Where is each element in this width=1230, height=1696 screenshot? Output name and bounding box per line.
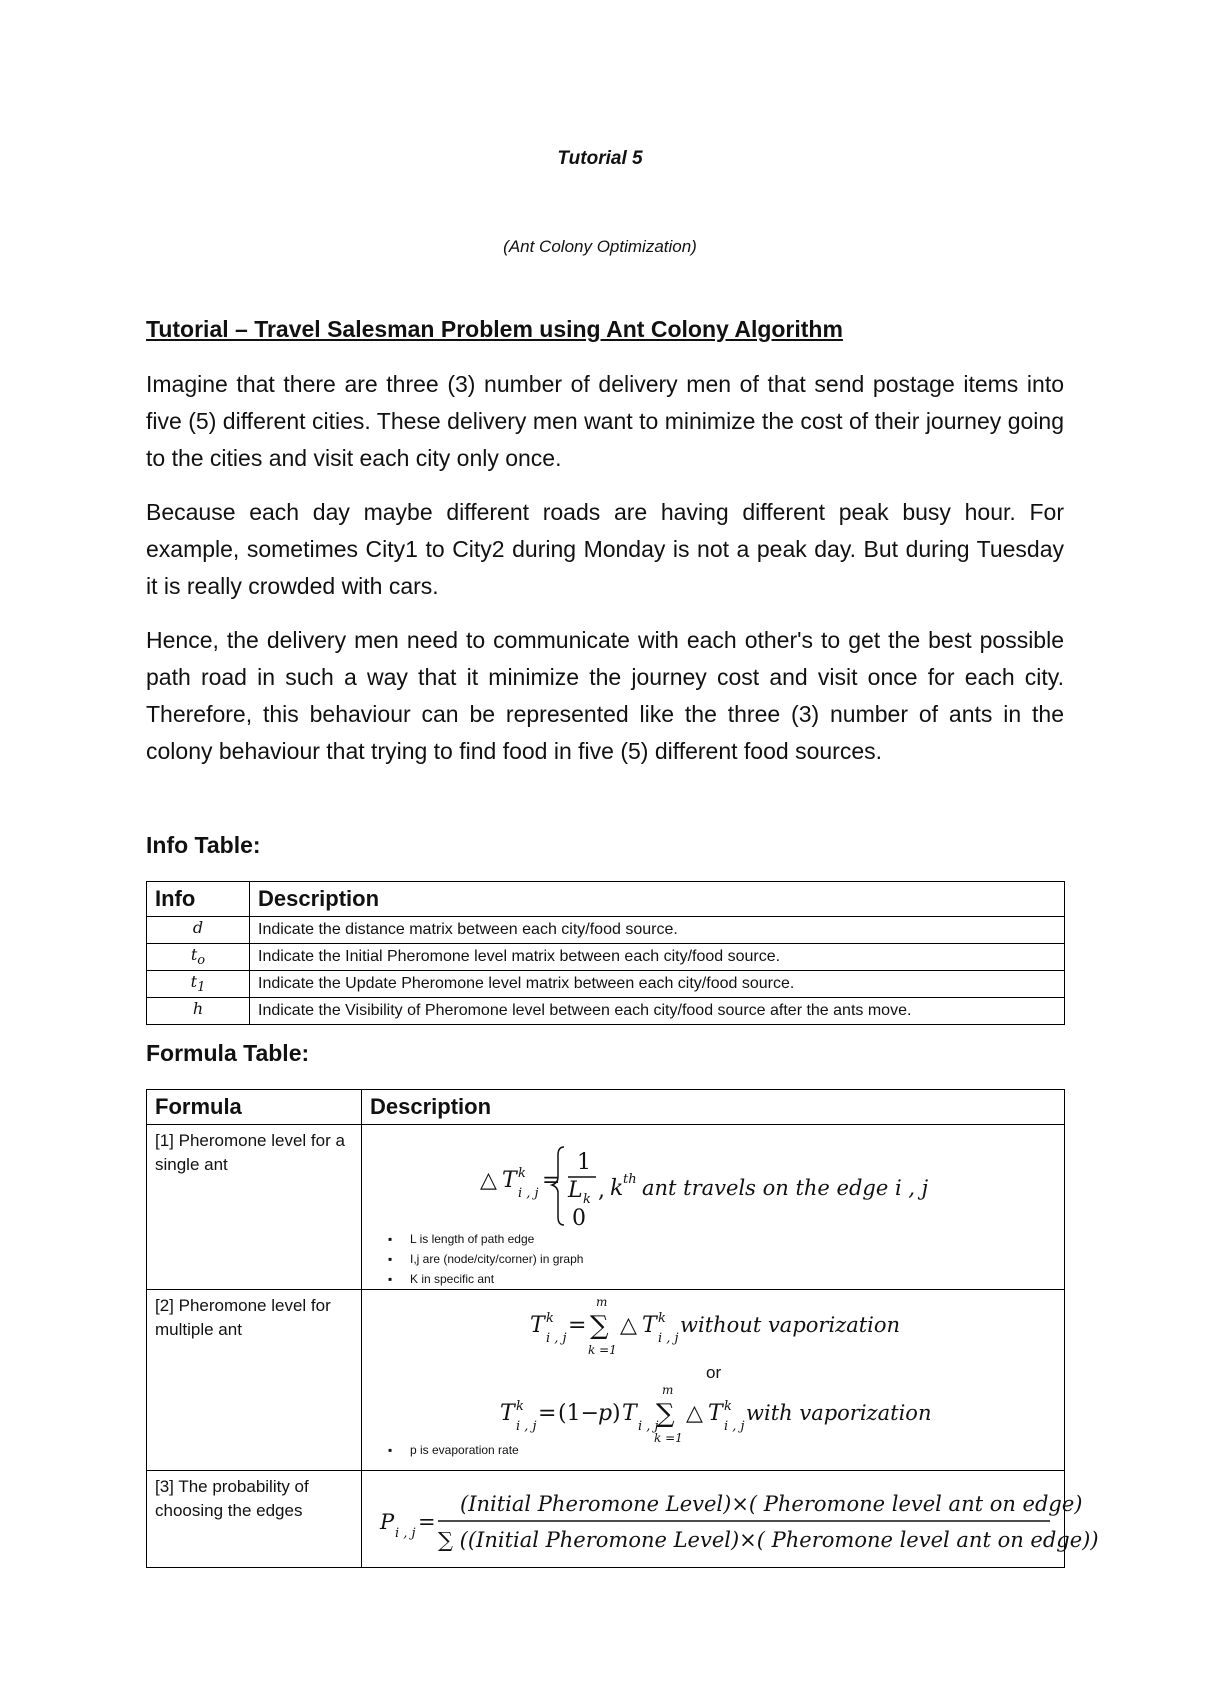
svg-text:k =1: k =1	[588, 1343, 617, 1357]
svg-text:p: p	[598, 1401, 613, 1426]
info-description: Indicate the Initial Pheromone level matrix between each city/food source.	[250, 944, 1065, 971]
svg-text:T: T	[530, 1313, 545, 1338]
formula-3-numerator: (Initial Pheromone Level)×( Pheromone level ant on edge)	[460, 1492, 1083, 1516]
svg-text:i , j: i , j	[518, 1186, 539, 1201]
svg-text:i , j: i , j	[658, 1331, 679, 1346]
info-header: Info	[147, 882, 250, 917]
paragraph-1: Imagine that there are three (3) number of delivery men of that send postage items into five (5) different cities. These delivery men want to minimize the cost of their journey going to the cities and visit each city only once.	[146, 371, 1064, 471]
svg-text:i , j: i , j	[638, 1419, 659, 1434]
info-symbol: d	[147, 917, 250, 944]
svg-text:=: =	[538, 1401, 557, 1426]
info-description: Indicate the Visibility of Pheromone level between each city/food source after the ants move.	[250, 998, 1065, 1025]
list-item: ▪ L is length of path edge	[410, 1229, 1056, 1249]
svg-text:k: k	[658, 1311, 666, 1326]
svg-text:△: △	[620, 1313, 637, 1338]
svg-text:,: ,	[598, 1178, 605, 1203]
svg-text:i , j: i , j	[395, 1526, 416, 1541]
formula-header: Formula	[147, 1090, 362, 1125]
info-symbol: $t_1$	[147, 971, 250, 998]
formula-1-math	[480, 1125, 1080, 1229]
svg-text:k: k	[724, 1399, 732, 1414]
formula-name: [1] Pheromone level for a single ant	[147, 1125, 362, 1290]
svg-text:T: T	[642, 1313, 657, 1338]
info-table-label: Info Table:	[146, 832, 261, 858]
formula-description-header: Description	[362, 1090, 1065, 1125]
table-row	[147, 1290, 1065, 1471]
svg-text:k: k	[546, 1311, 554, 1326]
svg-text:T: T	[708, 1401, 723, 1426]
svg-text:∑: ∑	[590, 1311, 609, 1341]
table-row	[147, 1471, 1065, 1568]
formula-2-or: or	[706, 1363, 722, 1382]
svg-text:△: △	[480, 1168, 497, 1193]
svg-text:k: k	[610, 1176, 624, 1201]
list-item: ▪ p is evaporation rate	[410, 1440, 1056, 1460]
info-description: Indicate the distance matrix between each city/food source.	[250, 917, 1065, 944]
svg-text:th: th	[623, 1172, 637, 1187]
svg-text:k: k	[516, 1399, 524, 1414]
table-row	[147, 1125, 1065, 1290]
formula-2-notes	[370, 1440, 1056, 1460]
paragraph-3: Hence, the delivery men need to communicate with each other's to get the best possible path road in such a way that it minimize the journey cost and visit once for each city. Therefore, this behaviour can be represented like the three (3) number of ants in the colony behaviour that trying to find food in five (5) different food sources.	[146, 627, 1064, 764]
table-row	[147, 944, 1065, 971]
svg-text:i , j: i , j	[516, 1419, 537, 1434]
svg-text:k: k	[583, 1192, 591, 1207]
svg-text:L: L	[568, 1178, 583, 1203]
table-row	[147, 971, 1065, 998]
svg-text:i , j: i , j	[724, 1419, 745, 1434]
svg-text:T: T	[502, 1168, 517, 1193]
formula-table	[146, 1089, 1099, 1568]
svg-text:=: =	[568, 1313, 587, 1338]
info-symbol: $t_o$	[147, 944, 250, 971]
svg-text:T: T	[622, 1401, 637, 1426]
svg-text:m: m	[662, 1383, 674, 1397]
formula-name: [3] The probability of choosing the edges	[147, 1471, 362, 1568]
formula-1-notes	[370, 1229, 1056, 1289]
svg-text:m: m	[596, 1295, 608, 1309]
formula-2-without: without vaporization	[680, 1313, 901, 1337]
formula-3-denominator: ∑ ((Initial Pheromone Level)×( Pheromone level ant on edge))	[438, 1528, 1099, 1552]
svg-text:k: k	[518, 1166, 526, 1181]
info-description: Indicate the Update Pheromone level matrix between each city/food source.	[250, 971, 1065, 998]
description-header: Description	[250, 882, 1065, 917]
svg-text:△: △	[686, 1401, 703, 1426]
formula-2	[370, 1290, 1056, 1445]
formula-name: [2] Pheromone level for multiple ant	[147, 1290, 362, 1471]
svg-text:i , j: i , j	[546, 1331, 567, 1346]
document-title: Tutorial 5	[557, 148, 643, 169]
info-symbol: h	[147, 998, 250, 1025]
svg-text:T: T	[500, 1401, 515, 1426]
svg-text:=: =	[418, 1510, 436, 1534]
svg-text:(1−: (1−	[558, 1401, 600, 1426]
formula-2-math	[500, 1290, 1230, 1445]
svg-text:): )	[612, 1401, 621, 1426]
formula-3-math	[380, 1471, 1099, 1563]
svg-text:0: 0	[572, 1206, 586, 1231]
paragraph-2: Because each day maybe different roads are having different peak busy hour. For example, sometimes City1 to City2 during Monday is not a peak day. But during Tuesday it is really crowded with cars.	[146, 499, 1064, 599]
section-heading: Tutorial – Travel Salesman Problem using Ant Colony Algorithm	[146, 316, 843, 342]
info-table	[146, 881, 1065, 1025]
table-row	[147, 917, 1065, 944]
list-item: ▪ K in specific ant	[410, 1269, 1056, 1289]
formula-1	[370, 1125, 1056, 1229]
formula-2-with: with vaporization	[746, 1401, 932, 1425]
svg-text:P: P	[380, 1510, 395, 1534]
formula-table-label: Formula Table:	[146, 1040, 310, 1066]
table-row	[147, 998, 1065, 1025]
formula-3	[370, 1471, 1099, 1563]
svg-text:∑: ∑	[656, 1399, 675, 1429]
svg-text:=: =	[542, 1168, 561, 1193]
svg-text:k =1: k =1	[654, 1431, 683, 1445]
formula-1-tail: ant travels on the edge i , j	[642, 1176, 929, 1200]
list-item: ▪ I,j are (node/city/corner) in graph	[410, 1249, 1056, 1269]
svg-text:1: 1	[577, 1150, 591, 1175]
document-subtitle: (Ant Colony Optimization)	[503, 237, 697, 256]
